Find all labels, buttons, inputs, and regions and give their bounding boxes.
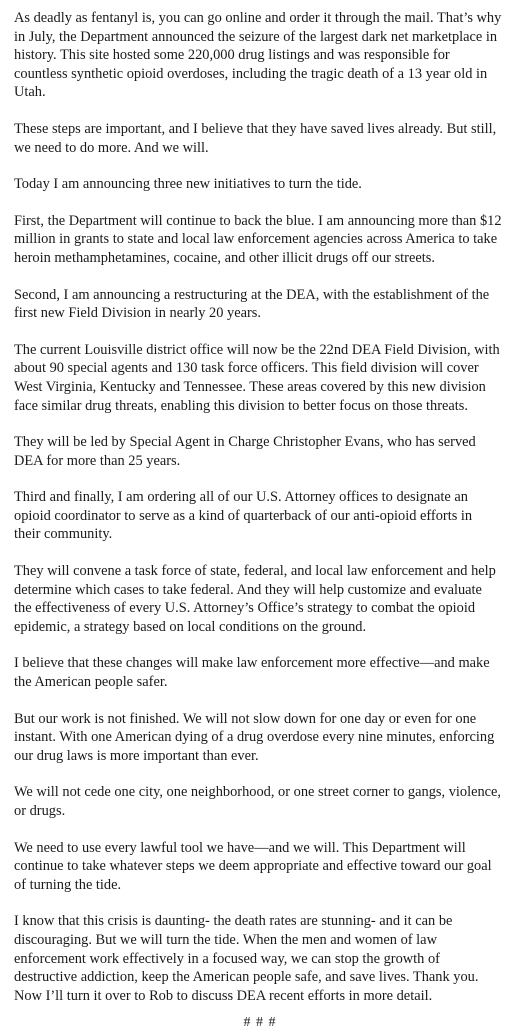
paragraph-task-force: They will convene a task force of state, federal, and local law enforcement and help determine which cases to take federal. And they will help customize and evaluate the effectiveness of every U.S. Attorney’s Office’s strategy to combat the opioid epidemic, a strategy based on local conditions on the ground. [14,563,496,635]
paragraph-special-agent: They will be led by Special Agent in Charge Christopher Evans, who has served DEA for more than 25 years. [14,434,476,469]
paragraph-third-initiative: Third and finally, I am ordering all of our U.S. Attorney offices to designate an opioid coordinator to serve as a kind of quarterback of our anti-opioid efforts in their community. [14,489,473,543]
paragraph-closing: I know that this crisis is daunting- the death rates are stunning- and it can be discouraging. But we will turn the tide. When the men and women of law enforcement work effectively in a focused way, we can stop the growth of destructive addiction, keep the American people safe, and save lives. Thank you. Now I’ll turn it over to Rob to discuss DEA recent efforts in more detail. [14,913,479,1004]
paragraph-more-effective: I believe that these changes will make law enforcement more effective—and make the American people safer. [14,655,490,691]
paragraph-fentanyl-dark-net: As deadly as fentanyl is, you can go online and order it through the mail. That’s why in July, the Department announced the seizure of the largest dark net marketplace in history. This site hosted some 220,000 drug listings and was responsible for countless synthetic opioid overdoses, including the tragic death of a 13 year old in Utah. [14,10,502,101]
paragraph-second-initiative: Second, I am announcing a restructuring at the DEA, with the establishment of the first new Field Division in nearly 20 years. [14,286,490,322]
paragraph-three-initiatives: Today I am announcing three new initiatives to turn the tide. [14,176,362,193]
paragraph-every-lawful-tool: We need to use every lawful tool we have—and we will. This Department will continue to take whatever steps we deem appropriate and effective toward our goal of turning the tide. [14,839,492,893]
paragraph-first-initiative: First, the Department will continue to back the blue. I am announcing more than $12 million in grants to state and local law enforcement agencies across America to take heroin methamphetamines, cocaine, and other illicit drugs off our streets. [14,212,502,266]
paragraph-louisville-division: The current Louisville district office will now be the 22nd DEA Field Division, with about 90 special agents and 130 task force officers. This field division will cover West Virginia, Kentucky and Tennessee. These areas covered by this new division face similar drug threats, enabling this division to better focus on those threats. [14,341,500,414]
paragraph-not-cede: We will not cede one city, one neighborhood, or one street corner to gangs, violence, or drugs. [14,784,502,819]
document-body [14,9,502,1033]
paragraph-work-not-finished: But our work is not finished. We will not slow down for one day or even for one instant. With one American dying of a drug overdose every nine minutes, enforcing our drug laws is more important than ever. [14,710,495,764]
end-mark: # # # [243,1015,277,1031]
paragraph-saved-lives: These steps are important, and I believe that they have saved lives already. But still, we need to do more. And we will. [14,120,497,156]
